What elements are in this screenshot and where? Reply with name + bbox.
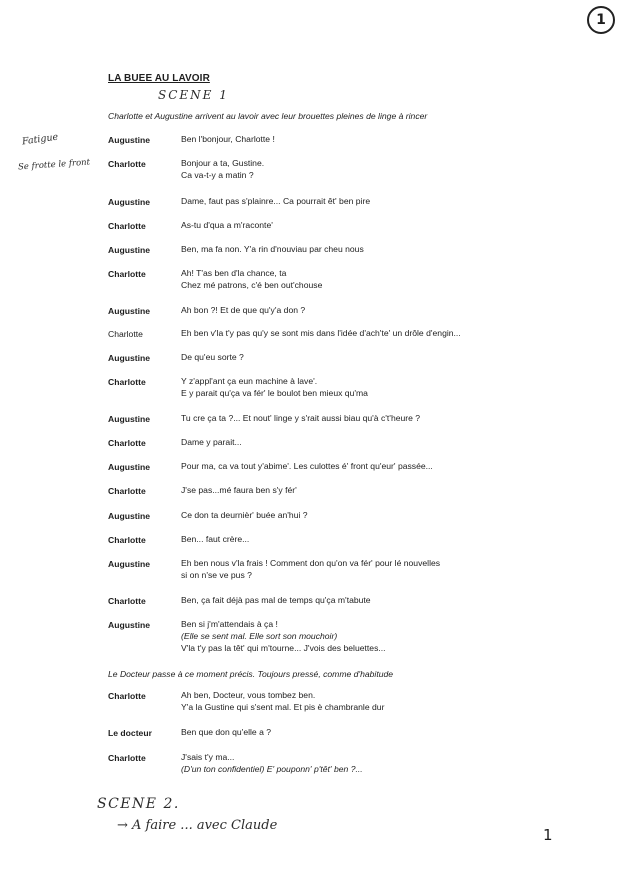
dialogue-line: Dame y parait...	[181, 437, 242, 447]
margin-note-handwritten: Fatigue	[21, 131, 59, 148]
speaker-name: Augustine	[108, 353, 151, 363]
margin-note-handwritten: Se frotte le front	[17, 157, 91, 173]
dialogue-line: Ah ben, Docteur, vous tombez ben. Y'a la Gustine qui s'sent mal. Et pis è chambranle dur	[181, 690, 385, 712]
circled-page-number: 1	[587, 6, 615, 34]
dialogue-line: Ben, ça fait déjà pas mal de temps qu'ça m'tabute	[181, 595, 371, 605]
dialogue-line: Tu cre ça ta ?... Et nout' linge y s'rait aussi biau qu'à c't'heure ?	[181, 413, 421, 423]
dialogue-line: Dame, faut pas s'plainre... Ca pourrait êt' ben pire	[181, 196, 371, 206]
speaker-name: Augustine	[108, 197, 151, 207]
dialogue-line: J'se pas...mé faura ben s'y fér'	[181, 485, 297, 495]
speaker-name: Charlotte	[108, 329, 143, 339]
scene-2-handwritten: SCENE 2.	[97, 796, 180, 812]
dialogue-line: Bonjour a ta, Gustine. Ca va-t-y a matin ?	[181, 158, 265, 180]
speaker-name: Augustine	[108, 559, 151, 569]
dialogue-line: Ben l'bonjour, Charlotte !	[181, 134, 275, 144]
speaker-name: Charlotte	[108, 486, 146, 496]
dialogue-line: Ce don ta deurnièr' buée an'hui ?	[181, 510, 308, 520]
dialogue-line: As-tu d'qua a m'raconte'	[181, 220, 273, 230]
play-title: LA BUEE AU LAVOIR	[108, 73, 210, 84]
speaker-name: Charlotte	[108, 691, 146, 701]
dialogue-line: Eh ben nous v'la frais ! Comment don qu'on va fér' pour lé nouvelles si on n'se ve pus ?	[181, 558, 441, 580]
speaker-name: Le docteur	[108, 728, 152, 738]
speaker-name: Charlotte	[108, 753, 146, 763]
dialogue-line: Y z'appl'ant ça eun machine à lave'. E y parait qu'ça va fér' le boulot ben mieux qu'ma	[181, 376, 368, 398]
dialogue-line: Ah! T'as ben d'la chance, ta Chez mé patrons, c'é ben out'chouse	[181, 268, 323, 290]
speaker-name: Charlotte	[108, 269, 146, 279]
speaker-name: Charlotte	[108, 221, 146, 231]
dialogue-line: Ben... faut crère...	[181, 534, 250, 544]
speaker-name: Charlotte	[108, 596, 146, 606]
speaker-name: Augustine	[108, 135, 151, 145]
dialogue-line: Pour ma, ca va tout y'abime'. Les culottes é' front qu'eur' passée...	[181, 461, 433, 471]
speaker-name: Augustine	[108, 620, 151, 630]
page-number-footer: 1	[543, 826, 553, 844]
speaker-name: Charlotte	[108, 159, 146, 169]
speaker-name: Augustine	[108, 462, 151, 472]
todo-note-handwritten: → A faire ... avec Claude	[117, 818, 278, 833]
dialogue-line: Ah bon ?! Et de que qu'y'a don ?	[181, 305, 306, 315]
dialogue-line: Ben si j'm'attendais à ça ! (Elle se sent mal. Elle sort son mouchoir) V'la t'y pas la têt' qui m'tourne... J'vois des beluettes...	[181, 619, 386, 653]
stage-direction-opening: Charlotte et Augustine arrivent au lavoir avec leur brouettes pleines de linge à rincer	[108, 111, 428, 121]
speaker-name: Augustine	[108, 245, 151, 255]
stage-direction-doctor: Le Docteur passe à ce moment précis. Toujours pressé, comme d'habitude	[108, 669, 394, 679]
scene-heading-handwritten: SCENE 1	[158, 88, 229, 102]
dialogue-line: Ben que don qu'elle a ?	[181, 727, 272, 737]
dialogue-line: Ben, ma fa non. Y'a rin d'nouviau par cheu nous	[181, 244, 364, 254]
dialogue-line: Eh ben v'la t'y pas qu'y se sont mis dans l'idée d'ach'te' un drôle d'engin...	[181, 328, 461, 338]
speaker-name: Augustine	[108, 306, 151, 316]
speaker-name: Charlotte	[108, 377, 146, 387]
speaker-name: Charlotte	[108, 535, 146, 545]
speaker-name: Augustine	[108, 414, 151, 424]
speaker-name: Charlotte	[108, 438, 146, 448]
speaker-name: Augustine	[108, 511, 151, 521]
dialogue-line: De qu'eu sorte ?	[181, 352, 244, 362]
dialogue-line: J'sais t'y ma... (D'un ton confidentiel) E' pouponn' p'têt' ben ?...	[181, 752, 363, 774]
